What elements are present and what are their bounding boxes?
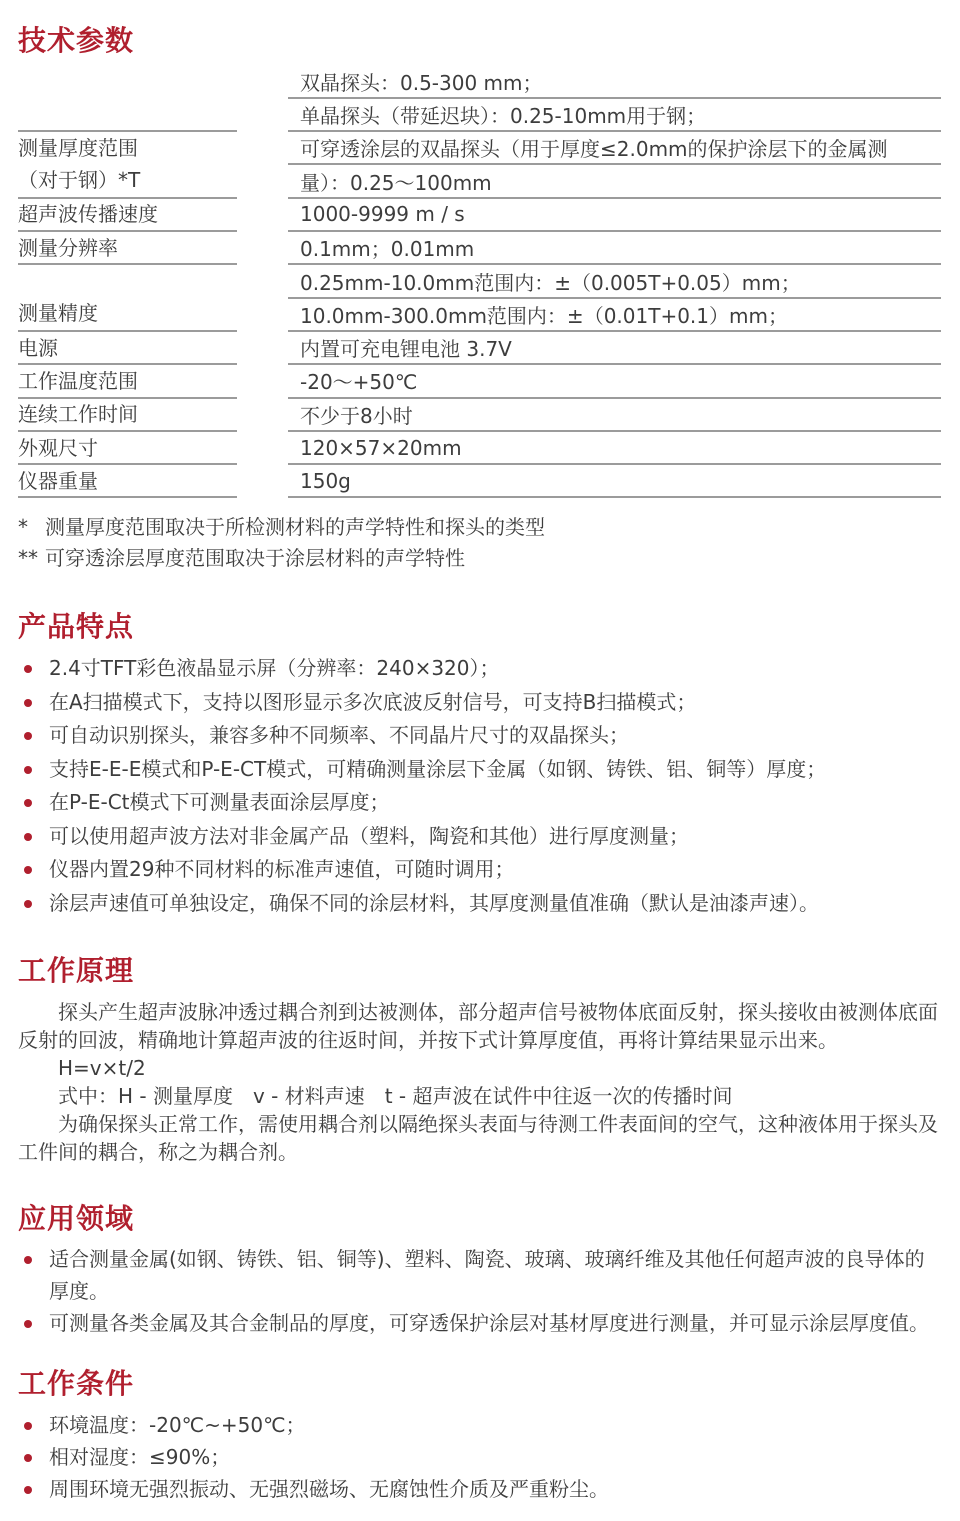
bullet-icon <box>24 665 32 673</box>
spec-value-row: 不少于8小时 <box>288 399 941 432</box>
bullet-icon <box>24 900 32 908</box>
spec-value-row: 0.1mm；0.01mm <box>288 232 941 265</box>
feature-item <box>18 652 941 686</box>
feature-item <box>18 887 941 921</box>
principle-formula: H=v×t/2 <box>58 1055 146 1080</box>
feature-item <box>18 820 941 854</box>
spec-label-work-time: 连续工作时间 <box>18 399 237 432</box>
spec-table <box>18 66 941 499</box>
feature-item-text: 可自动识别探头，兼容多种不同频率、不同晶片尺寸的双晶探头； <box>49 723 629 748</box>
feature-item <box>18 786 941 820</box>
spec-value-row: 可穿透涂层的双晶探头（用于厚度≤2.0mm的保护涂层下的金属测 <box>288 132 941 165</box>
section-heading-features: 产品特点 <box>18 610 135 644</box>
bullet-icon <box>24 1454 32 1462</box>
bullet-icon <box>24 699 32 707</box>
section-heading-applications: 应用领域 <box>18 1201 135 1235</box>
bullet-icon <box>24 1422 32 1430</box>
spec-label-power: 电源 <box>18 332 237 365</box>
feature-item-text: 在P-E-Ct模式下可测量表面涂层厚度； <box>49 790 390 815</box>
footnote-marker: ** <box>18 546 38 571</box>
bullet-icon <box>24 833 32 841</box>
bullet-icon <box>24 1486 32 1494</box>
condition-item <box>18 1473 941 1505</box>
section-heading-principle: 工作原理 <box>18 954 135 988</box>
feature-item <box>18 719 941 753</box>
condition-item-text: 相对湿度：≤90%； <box>49 1444 231 1469</box>
application-item <box>18 1307 941 1339</box>
spec-value-row: 量）：0.25～100mm <box>288 165 941 198</box>
footnote-text: 测量厚度范围取决于所检测材料的声学特性和探头的类型 <box>45 515 545 540</box>
spec-label-temp-range: 工作温度范围 <box>18 365 237 398</box>
bullet-icon <box>24 799 32 807</box>
bullet-icon <box>24 732 32 740</box>
spec-label-spacer <box>18 66 237 133</box>
spec-value-row: 150g <box>288 465 941 498</box>
conditions-list <box>18 1409 941 1505</box>
spec-label-accuracy: 测量精度 <box>18 265 237 332</box>
spec-label-thickness-range <box>18 132 237 199</box>
bullet-icon <box>24 866 32 874</box>
spec-value-row: -20～+50℃ <box>288 365 941 398</box>
spec-label-column <box>18 66 288 499</box>
application-item <box>18 1243 941 1307</box>
spec-label-dimensions: 外观尺寸 <box>18 432 237 465</box>
feature-item-text: 涂层声速值可单独设定，确保不同的涂层材料，其厚度测量值准确（默认是油漆声速）。 <box>49 890 819 915</box>
footnote-marker: * <box>18 515 28 540</box>
feature-item-text: 可以使用超声波方法对非金属产品（塑料，陶瓷和其他）进行厚度测量； <box>49 823 689 848</box>
spec-value-row: 1000-9999 m / s <box>288 199 941 232</box>
condition-item-text: 周围环境无强烈振动、无强烈磁场、无腐蚀性介质及严重粉尘。 <box>49 1476 609 1501</box>
spec-value-column <box>288 66 941 499</box>
spec-value-row: 120×57×20mm <box>288 432 941 465</box>
feature-item-text: 在A扫描模式下，支持以图形显示多次底波反射信号，可支持B扫描模式； <box>49 689 697 714</box>
principle-formula-legend: 式中：H - 测量厚度 v - 材料声速 t - 超声波在试件中往返一次的传播时间 <box>58 1083 733 1108</box>
spec-label-velocity: 超声波传播速度 <box>18 199 237 232</box>
footnote-text: 可穿透涂层厚度范围取决于涂层材料的声学特性 <box>45 546 465 571</box>
spec-value-row: 10.0mm-300.0mm范围内：±（0.01T+0.1）mm； <box>288 299 941 332</box>
condition-item <box>18 1441 941 1473</box>
application-item-text: 可测量各类金属及其合金制品的厚度，可穿透保护涂层对基材厚度进行测量，并可显示涂层厚度值。 <box>49 1311 929 1336</box>
feature-item-text: 仪器内置29种不同材料的标准声速值，可随时调用； <box>49 857 515 882</box>
application-item-text: 适合测量金属(如钢、铸铁、铝、铜等)、塑料、陶瓷、玻璃、玻璃纤维及其他任何超声波的良导体的厚度。 <box>49 1247 925 1304</box>
section-heading-tech-params: 技术参数 <box>18 24 135 57</box>
bullet-icon <box>24 766 32 774</box>
footnotes <box>18 512 941 574</box>
spec-value-row: 单晶探头（带延迟块）：0.25-10mm用于钢； <box>288 99 941 132</box>
spec-value-row: 双晶探头：0.5-300 mm； <box>288 66 941 99</box>
footnote <box>18 512 941 543</box>
footnote <box>18 543 941 574</box>
section-heading-conditions: 工作条件 <box>18 1367 135 1401</box>
spec-label-line: （对于钢）*T <box>18 168 141 193</box>
principle-paragraph: 探头产生超声波脉冲透过耦合剂到达被测体，部分超声信号被物体底面反射，探头接收由被测体底面反射的回波，精确地计算超声波的往返时间，并按下式计算厚度值，再将计算结果显示出来。 <box>18 999 938 1052</box>
feature-item <box>18 753 941 787</box>
spec-label-weight: 仪器重量 <box>18 465 237 498</box>
condition-item <box>18 1409 941 1441</box>
feature-item <box>18 853 941 887</box>
spec-label-resolution: 测量分辨率 <box>18 232 237 265</box>
principle-body <box>18 998 941 1166</box>
spec-value-row: 0.25mm-10.0mm范围内：±（0.005T+0.05）mm； <box>288 265 941 298</box>
spec-label-line: 测量厚度范围 <box>18 136 138 161</box>
applications-list <box>18 1243 941 1339</box>
feature-item-text: 支持E-E-E模式和P-E-CT模式，可精确测量涂层下金属（如钢、铸铁、铝、铜等）厚度； <box>49 756 827 781</box>
spec-sheet-page <box>0 24 960 1505</box>
feature-item <box>18 686 941 720</box>
principle-paragraph: 为确保探头正常工作，需使用耦合剂以隔绝探头表面与待测工件表面间的空气，这种液体用于探头及工件间的耦合，称之为耦合剂。 <box>18 1111 938 1164</box>
feature-item-text: 2.4寸TFT彩色液晶显示屏（分辨率：240×320）； <box>49 656 500 681</box>
bullet-icon <box>24 1320 32 1328</box>
condition-item-text: 环境温度：-20℃~+50℃； <box>49 1412 306 1437</box>
spec-value-row: 内置可充电锂电池 3.7V <box>288 332 941 365</box>
features-list <box>18 652 941 920</box>
bullet-icon <box>24 1256 32 1264</box>
